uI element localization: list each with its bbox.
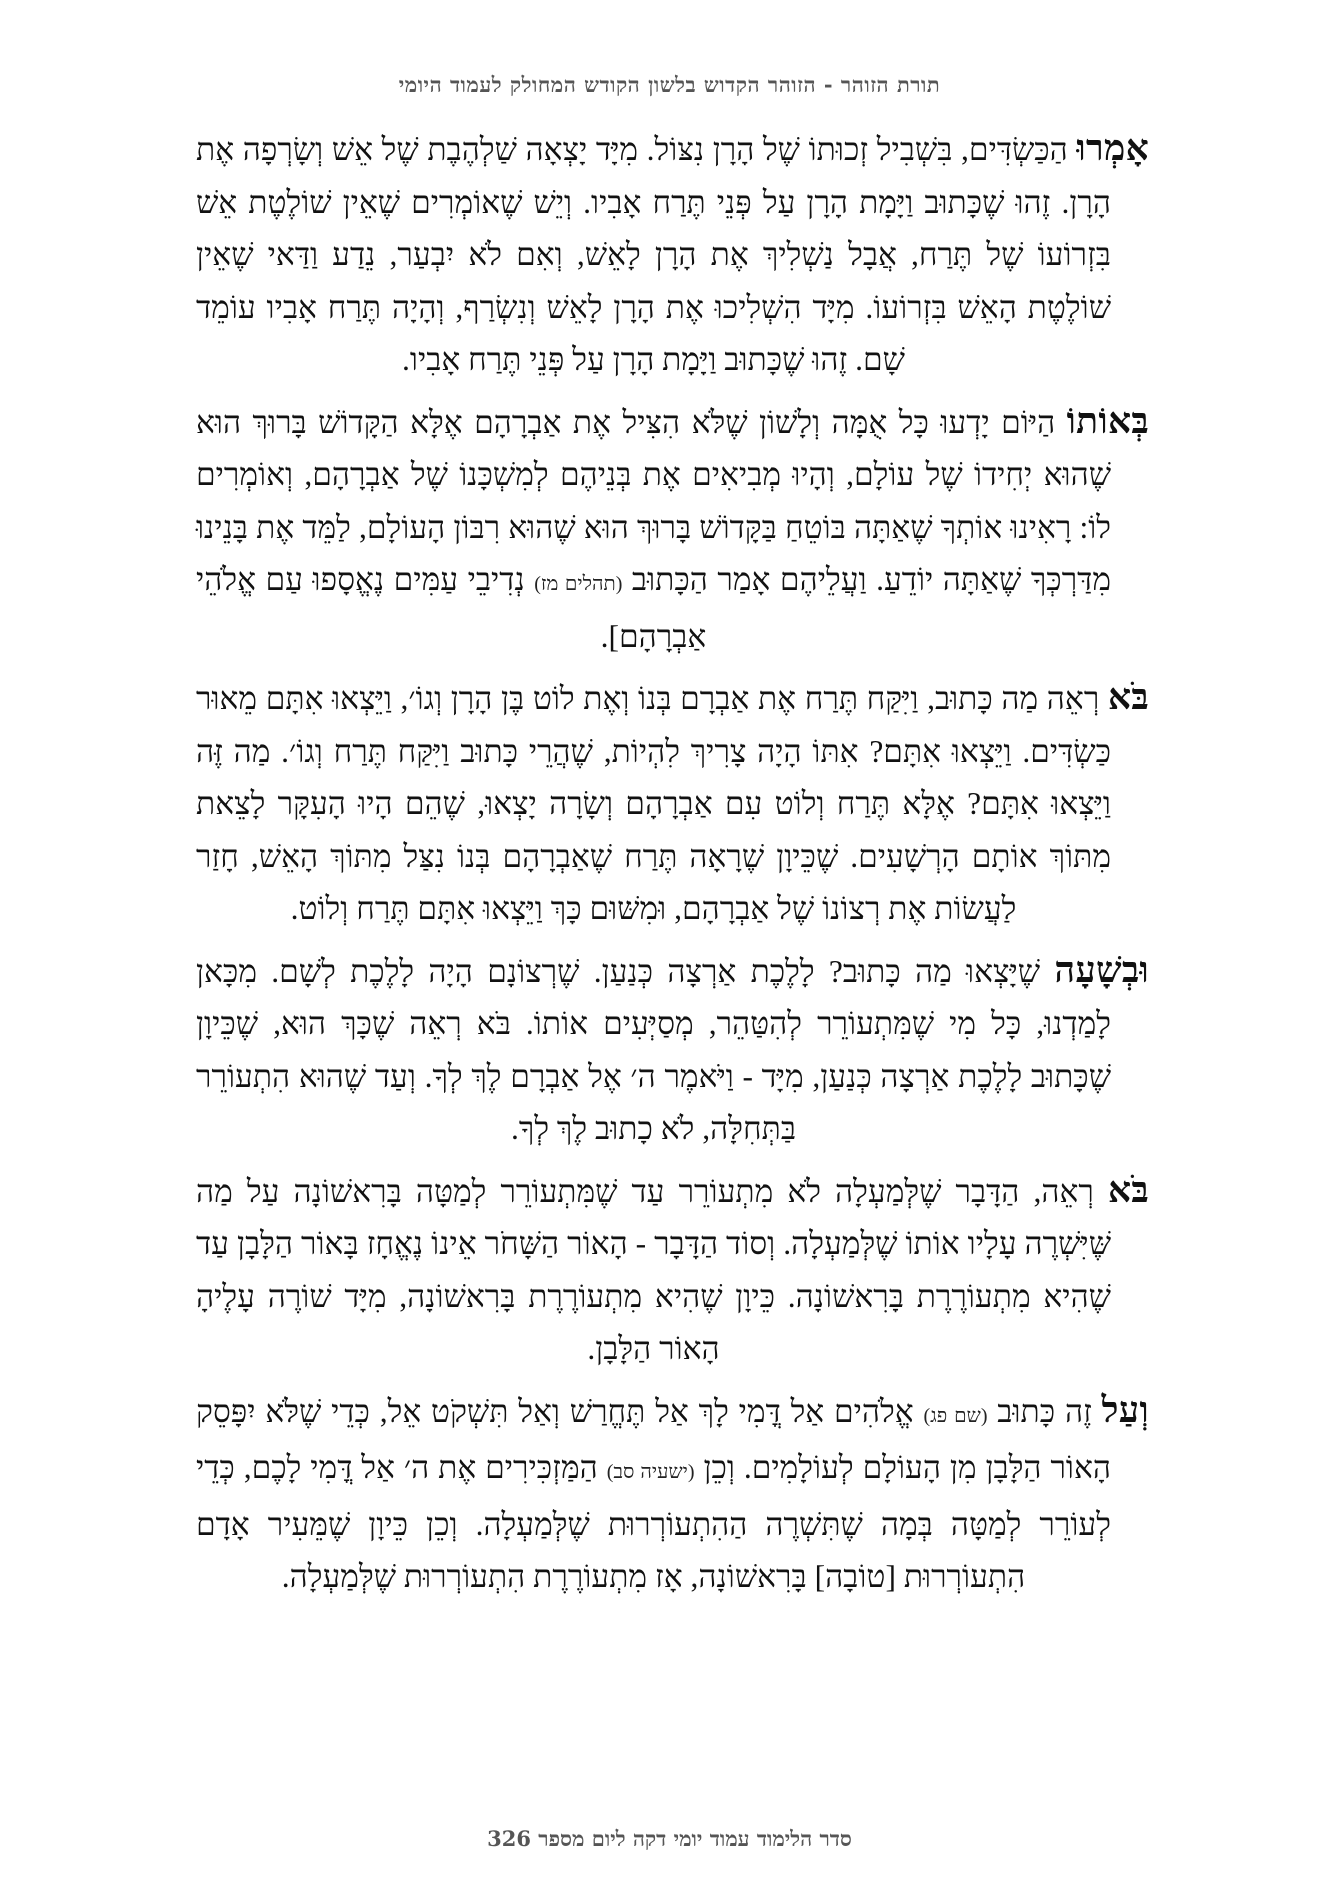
paragraph-text: הַמַּזְכִּירִים אֶת ה׳ אַל דֳּמִי לָכֶם, כְּדֵי לְעוֹרֵר לְמַטָּה בְּמָה שֶׁתִּשְׁרֶה הַהִתְעוֹרְרוּת שֶׁלְּמַעְלָה. וְכֵן כֵּיוָן שֶׁמֵּעִיר אָדָם הִתְעוֹרְרוּת [טוֹבָה] בָּרִאשׁוֹנָה, אָז מִתְעוֹרֶרֶת הִתְעוֹרְרוּת שֶׁלְּמַעְלָה. [196,1450,1111,1594]
paragraph-text: זֶה כָּתוּב [997,1393,1092,1429]
scripture-reference: (שם פג) [923,1404,988,1427]
paragraph-lead-word: בְּאוֹתוֹ [1066,399,1150,442]
paragraph-text: אֱלֹהִים אַל דֳּמִי לָךְ אַל תֶּחֱרַשׁ וְאַל תִּשְׁקֹט אֵל, כְּדֵי שֶׁלֹּא יִפָּסֵק הָאוֹר הַלָּבָן מִן הָעוֹלָם לְעוֹלָמִים. וְכֵן [196,1393,1112,1485]
running-header: תורת הזוהר - הזוהר הקדוש בלשון הקודש המחולק לעמוד היומי [398,72,941,97]
paragraph-3 [196,671,1149,936]
text-body [196,122,1149,1612]
paragraph-1 [196,122,1149,387]
paragraph-lead-word: וּבְשָׁעָה [1054,948,1149,991]
paragraph-5 [196,1164,1149,1376]
paragraph-4 [196,944,1149,1156]
scripture-reference: (תהלים מז) [534,573,623,595]
paragraph-text: רְאֵה מַה כָּתוּב, וַיִּקַּח תֶּרַח אֶת אַבְרָם בְּנוֹ וְאֶת לוֹט בֶּן הָרָן וְגוֹ׳, וַיֵּצְאוּ אִתָּם מֵאוּר כַּשְׂדִּים. וַיֵּצְאוּ אִתָּם? אִתּוֹ הָיָה צָרִיךְ לִהְיוֹת, שֶׁהֲרֵי כָּתוּב וַיִּקַּח תֶּרַח וְגוֹ׳. מַה זֶּה וַיֵּצְאוּ אִתָּם? אֶלָּא תֶּרַח וְלוֹט עִם אַבְרָהָם וְשָׂרָה יָצְאוּ, שֶׁהֵם הָיוּ הָעִקָּר לָצֵאת מִתּוֹךְ אוֹתָם הָרְשָׁעִים. שֶׁכֵּיוָן שֶׁרָאָה תֶּרַח שֶׁאַבְרָהָם בְּנוֹ נִצַּל מִתּוֹךְ הָאֵשׁ, חָזַר לַעֲשׂוֹת אֶת רְצוֹנוֹ שֶׁל אַבְרָהָם, וּמִשּׁוּם כָּךְ וַיֵּצְאוּ אִתָּם תֶּרַח וְלוֹט. [196,681,1111,926]
paragraph-text: הַיּוֹם יָדְעוּ כָּל אֻמָּה וְלָשׁוֹן שֶׁלֹּא הִצִּיל אֶת אַבְרָהָם אֶלָּא הַקָּדוֹשׁ בָּרוּךְ הוּא שֶׁהוּא יְחִידוֹ שֶׁל עוֹלָם, וְהָיוּ מְבִיאִים אֶת בְּנֵיהֶם לְמִשְׁכָּנוֹ שֶׁל אַבְרָהָם, וְאוֹמְרִים לוֹ: רָאִינוּ אוֹתְךָ שֶׁאַתָּה בּוֹטֵחַ בַּקָּדוֹשׁ בָּרוּךְ הוּא שֶׁהוּא רִבּוֹן הָעוֹלָם, לַמֵּד אֶת בָּנֵינוּ מִדַּרְכְּךָ שֶׁאַתָּה יוֹדֵעַ. וַעֲלֵיהֶם אָמַר הַכָּתוּב [196,404,1111,597]
paragraph-text: רְאֵה, הַדָּבָר שֶׁלְּמַעְלָה לֹא מִתְעוֹרֵר עַד שֶׁמִּתְעוֹרֵר לְמַטָּה בָּרִאשׁוֹנָה עַל מַה שֶּׁיִּשְׁרֶה עָלָיו אוֹתוֹ שֶׁלְּמַעְלָה. וְסוֹד הַדָּבָר - הָאוֹר הַשָּׁחֹר אֵינוֹ נֶאֱחָז בָּאוֹר הַלָּבָן עַד שֶׁהִיא מִתְעוֹרֶרֶת בָּרִאשׁוֹנָה. כֵּיוָן שֶׁהִיא מִתְעוֹרֶרֶת בָּרִאשׁוֹנָה, מִיָּד שׁוֹרֶה עָלֶיהָ הָאוֹר הַלָּבָן. [196,1173,1111,1366]
paragraph-lead-word: בֹּא [1107,1168,1150,1211]
scripture-reference: (ישעיה סב) [606,1461,695,1483]
paragraph-lead-word: אָמְרוּ [1076,127,1150,169]
paragraph-text: הַכַּשְׂדִּים, בִּשְׁבִיל זְכוּתוֹ שֶׁל הָרָן נִצּוֹל. מִיָּד יָצְאָה שַׁלְהֶבֶת שֶׁל אֵשׁ וְשָׂרְפָה אֶת הָרָן. זֶהוּ שֶׁכָּתוּב וַיָּמָת הָרָן עַל פְּנֵי תֶּרַח אָבִיו. וְיֵשׁ שֶׁאוֹמְרִים שֶׁאֵין שׁוֹלֶטֶת אֵשׁ בִּזְרוֹעוֹ שֶׁל תֶּרַח, אֲבָל נַשְׁלִיךְ אֶת הָרָן לָאֵשׁ, וְאִם לֹא יִבְעַר, נֵדַע וַדַּאי שֶׁאֵין שׁוֹלֶטֶת הָאֵשׁ בִּזְרוֹעוֹ. מִיָּד הִשְׁלִיכוּ אֶת הָרָן לָאֵשׁ וְנִשְׂרַף, וְהָיָה תֶּרַח אָבִיו עוֹמֵד שָׁם. זֶהוּ שֶׁכָּתוּב וַיָּמָת הָרָן עַל פְּנֵי תֶּרַח אָבִיו. [196,132,1111,377]
paragraph-2 [196,395,1149,664]
paragraph-6 [196,1384,1149,1604]
paragraph-lead-word: בֹּא [1107,676,1150,718]
page-footer: סדר הלימוד עמוד יומי דקה ליום מספר 326 [487,1826,852,1851]
paragraph-text: נְדִיבֵי עַמִּים נֶאֱסָפוּ עַם אֱלֹהֵי אַבְרָהָם]. [196,562,707,654]
paragraph-lead-word: וְעַל [1101,1388,1149,1431]
paragraph-text: שֶׁיָּצְאוּ מַה כָּתוּב? לָלֶכֶת אַרְצָה כְּנַעַן. שֶׁרְצוֹנָם הָיָה לָלֶכֶת לְשָׁם. מִכָּאן לָמַדְנוּ, כָּל מִי שֶׁמִּתְעוֹרֵר לְהִטַּהֵר, מְסַיְּעִים אוֹתוֹ. בֹּא רְאֵה שֶׁכָּךְ הוּא, שֶׁכֵּיוָן שֶׁכָּתוּב לָלֶכֶת אַרְצָה כְּנַעַן, מִיָּד - וַיֹּאמֶר ה׳ אֶל אַבְרָם לֶךְ לְךָ. וְעַד שֶׁהוּא הִתְעוֹרֵר בַּתְּחִלָּה, לֹא כָתוּב לֶךְ לְךָ. [196,953,1111,1146]
